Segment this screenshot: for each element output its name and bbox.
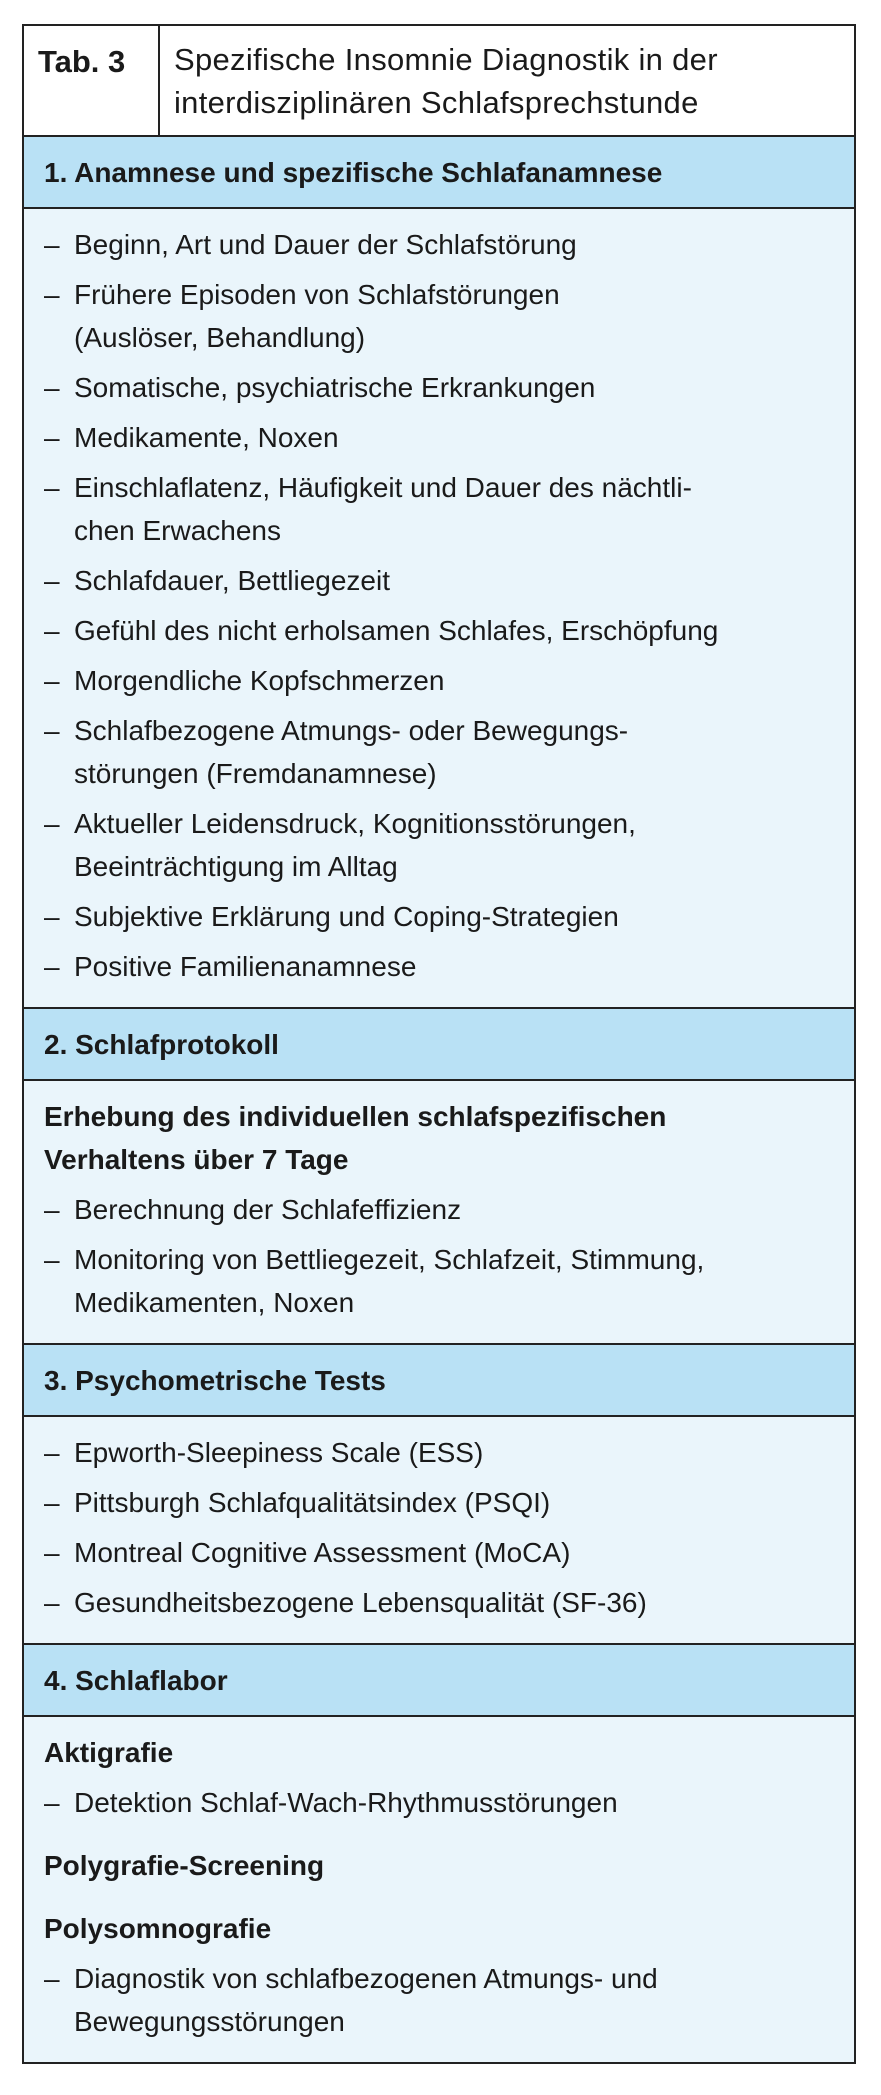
diagnostics-table — [22, 24, 856, 2064]
subheading: Erhebung des individuellen schlafspezifischen Verhaltens über 7 Tage — [44, 1101, 667, 1175]
list-item: – Schlafdauer, Bettliegezeit — [44, 559, 854, 602]
dash-bullet: – — [44, 1587, 60, 1618]
dash-bullet: – — [44, 1244, 60, 1275]
dash-bullet: – — [44, 1194, 60, 1225]
list-item: – Subjektive Erklärung und Coping-Strategien — [44, 895, 854, 938]
dash-bullet: – — [44, 901, 60, 932]
section-heading-psychometrische-tests: 3. Psychometrische Tests — [24, 1345, 854, 1417]
list-item: – Medikamente, Noxen — [44, 416, 854, 459]
list-item: – Morgendliche Kopfschmerzen — [44, 659, 854, 702]
list-item: – Epworth-Sleepiness Scale (ESS) — [44, 1431, 854, 1474]
list-item: – Frühere Episoden von Schlafstörungen (Auslöser, Behandlung) — [44, 273, 854, 359]
dash-bullet: – — [44, 372, 60, 403]
dash-bullet: – — [44, 1487, 60, 1518]
section-body-psychometrische-tests — [24, 1417, 854, 1645]
dash-bullet: – — [44, 472, 60, 503]
list-item: – Beginn, Art und Dauer der Schlafstörung — [44, 223, 854, 266]
dash-bullet: – — [44, 1963, 60, 1994]
dash-bullet: – — [44, 422, 60, 453]
list-item: – Positive Familienanamnese — [44, 945, 854, 988]
table-number: Tab. 3 — [24, 26, 160, 135]
list-item: – Pittsburgh Schlafqualitätsindex (PSQI) — [44, 1481, 854, 1524]
list-item: – Schlafbezogene Atmungs- oder Bewegungs- störungen (Fremdanamnese) — [44, 709, 854, 795]
section-body-schlaflabor — [24, 1717, 854, 2062]
section-heading-anamnese: 1. Anamnese und spezifische Schlafanamnese — [24, 137, 854, 209]
dash-bullet: – — [44, 229, 60, 260]
list-item: – Aktueller Leidensdruck, Kognitionsstörungen, Beeinträchtigung im Alltag — [44, 802, 854, 888]
list-item: – Somatische, psychiatrische Erkrankungen — [44, 366, 854, 409]
table-title: Spezifische Insomnie Diagnostik in der interdisziplinären Schlafsprechstunde — [174, 42, 718, 120]
list-item: – Detektion Schlaf-Wach-Rhythmusstörungen — [44, 1781, 854, 1824]
dash-bullet: – — [44, 565, 60, 596]
table-title-row — [24, 26, 854, 137]
list-item: – Berechnung der Schlafeffizienz — [44, 1188, 854, 1231]
section-heading-schlafprotokoll: 2. Schlafprotokoll — [24, 1009, 854, 1081]
list-item: – Monitoring von Bettliegezeit, Schlafzeit, Stimmung, Medikamenten, Noxen — [44, 1238, 854, 1324]
dash-bullet: – — [44, 951, 60, 982]
list-item: – Diagnostik von schlafbezogenen Atmungs- und Bewegungsstörungen — [44, 1957, 854, 2043]
dash-bullet: – — [44, 1437, 60, 1468]
list-item: – Gefühl des nicht erholsamen Schlafes, Erschöpfung — [44, 609, 854, 652]
dash-bullet: – — [44, 808, 60, 839]
subheading-polygrafie: Polygrafie-Screening — [44, 1850, 325, 1881]
dash-bullet: – — [44, 1787, 60, 1818]
dash-bullet: – — [44, 665, 60, 696]
dash-bullet: – — [44, 615, 60, 646]
subheading-aktigrafie: Aktigrafie — [44, 1737, 174, 1768]
section-body-anamnese — [24, 209, 854, 1009]
section-heading-schlaflabor: 4. Schlaflabor — [24, 1645, 854, 1717]
list-item: – Montreal Cognitive Assessment (MoCA) — [44, 1531, 854, 1574]
dash-bullet: – — [44, 1537, 60, 1568]
section-body-schlafprotokoll — [24, 1081, 854, 1345]
list-item: – Einschlaflatenz, Häufigkeit und Dauer des nächtli- chen Erwachens — [44, 466, 854, 552]
subheading-polysomnografie: Polysomnografie — [44, 1913, 272, 1944]
dash-bullet: – — [44, 279, 60, 310]
list-item: – Gesundheitsbezogene Lebensqualität (SF-36) — [44, 1581, 854, 1624]
dash-bullet: – — [44, 715, 60, 746]
